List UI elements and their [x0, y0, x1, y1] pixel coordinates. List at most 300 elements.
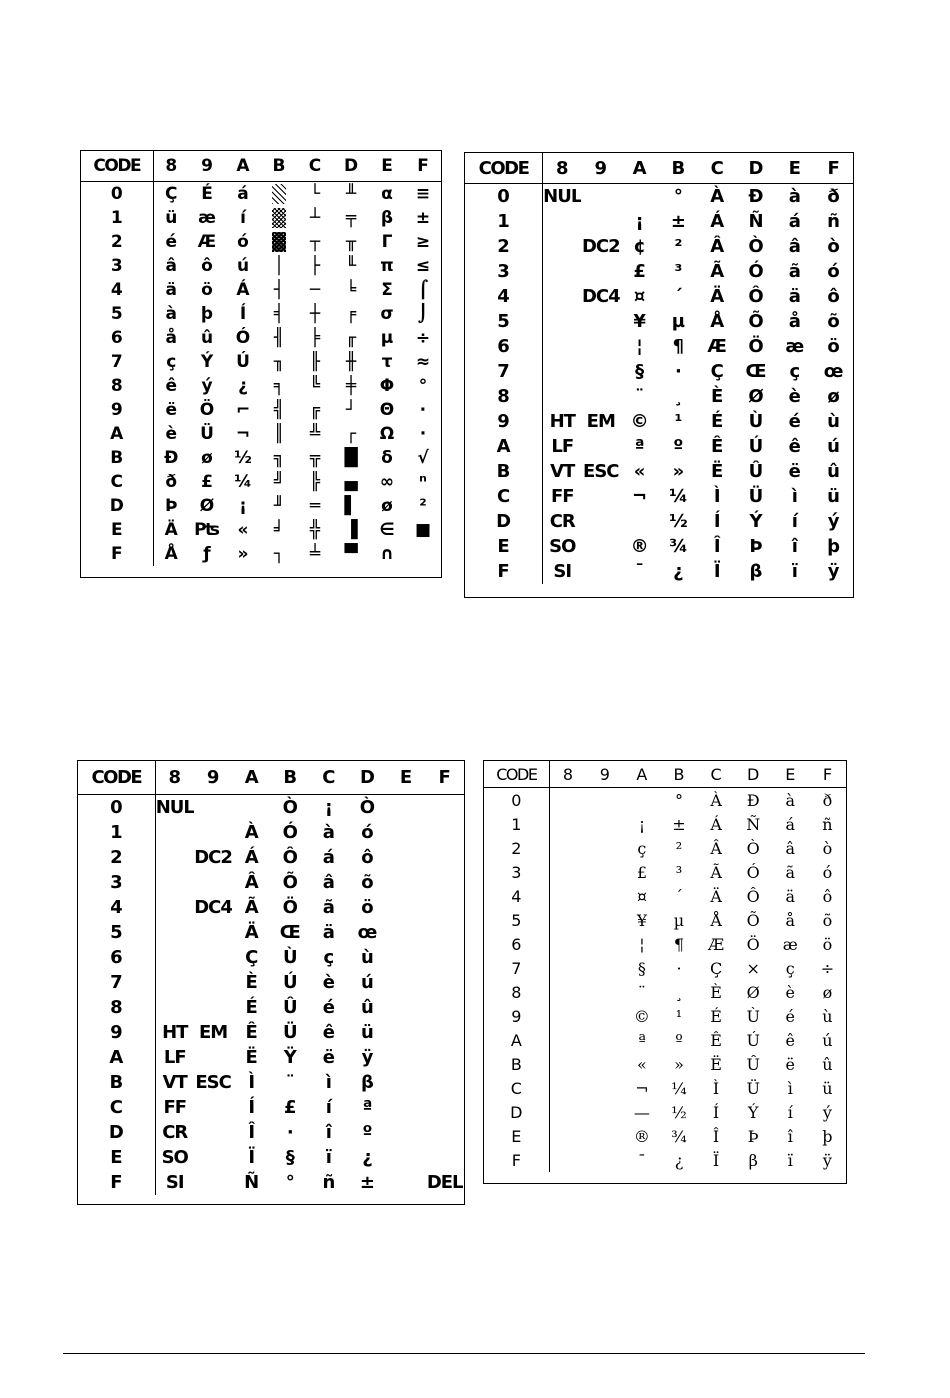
char-cell: ¦ — [639, 934, 645, 954]
char-cell — [387, 870, 426, 895]
char-cell: ¨ — [285, 1072, 295, 1093]
char-cell: ≥ — [415, 232, 431, 252]
char-cell: ╣ — [273, 400, 285, 420]
char-cell — [549, 836, 586, 860]
char-cell: ì — [787, 1078, 793, 1098]
char-cell: ╜ — [273, 496, 285, 516]
table-row — [78, 1145, 464, 1170]
char-cell: È — [245, 972, 258, 993]
column-header: E — [369, 151, 405, 182]
char-cell: Ö — [199, 400, 215, 420]
char-cell: © — [630, 411, 649, 432]
char-cell: ñ — [822, 814, 833, 834]
char-cell: Ê — [710, 1030, 722, 1050]
char-cell: ¨ — [635, 386, 645, 407]
row-code: 8 — [465, 384, 543, 409]
char-cell — [581, 559, 620, 584]
char-cell: ï — [791, 561, 798, 582]
table-row — [78, 870, 464, 895]
table-row — [81, 230, 441, 254]
char-cell: Õ — [282, 872, 298, 893]
char-cell: ╗ — [273, 448, 285, 468]
char-cell: Î — [248, 1122, 256, 1143]
char-cell: é — [788, 411, 801, 432]
char-cell: º — [675, 1030, 683, 1050]
char-cell: Ã — [710, 261, 725, 282]
shade-cell — [261, 182, 297, 207]
char-cell: Å — [164, 544, 178, 564]
table-row — [465, 234, 853, 259]
row-code: E — [484, 1124, 549, 1148]
char-cell: Ì — [248, 1072, 256, 1093]
char-cell: Φ — [379, 376, 395, 396]
char-cell: ñ — [827, 211, 840, 232]
row-code: 6 — [81, 326, 153, 350]
char-cell: Æ — [708, 934, 725, 954]
char-cell: º — [362, 1122, 373, 1143]
char-cell: ÿ — [827, 561, 840, 582]
char-cell: ¥ — [636, 910, 647, 930]
char-cell — [620, 184, 659, 210]
char-cell: ╝ — [273, 472, 285, 492]
char-cell — [549, 1052, 586, 1076]
table-row — [484, 884, 846, 908]
row-code: 7 — [81, 350, 153, 374]
char-cell: ╡ — [273, 304, 285, 324]
char-cell: « — [637, 1054, 647, 1074]
char-cell: Í — [248, 1097, 256, 1118]
char-cell: â — [788, 236, 801, 257]
char-cell: ø — [381, 496, 393, 516]
table-row — [81, 182, 441, 207]
char-cell — [549, 1100, 586, 1124]
char-cell: § — [637, 958, 646, 978]
char-cell: ⌠ — [417, 280, 429, 300]
table-row — [78, 1120, 464, 1145]
char-cell: Í — [239, 304, 247, 324]
char-cell: ¤ — [633, 286, 646, 307]
char-cell: ä — [785, 886, 796, 906]
char-cell: Ó — [235, 328, 251, 348]
char-cell — [581, 434, 620, 459]
row-code: 4 — [81, 278, 153, 302]
char-cell: Ä — [710, 286, 725, 307]
char-cell — [425, 1120, 464, 1145]
char-cell: Á — [244, 847, 259, 868]
char-cell — [549, 908, 586, 932]
row-code: C — [465, 484, 543, 509]
char-cell: ¿ — [674, 1150, 684, 1170]
char-cell: Ú — [748, 436, 764, 457]
char-cell: î — [325, 1122, 332, 1143]
char-cell: ¡ — [635, 211, 644, 232]
row-code: D — [465, 509, 543, 534]
char-cell: þ — [822, 1126, 833, 1146]
char-cell — [425, 820, 464, 845]
char-cell: ╘ — [345, 280, 357, 300]
char-cell: ý — [827, 511, 840, 532]
char-cell: ½ — [234, 448, 252, 468]
char-cell: Å — [710, 311, 725, 332]
char-cell — [405, 542, 441, 566]
char-cell: ¾ — [669, 536, 688, 557]
char-cell: ¸ — [675, 982, 683, 1002]
shade-cell — [261, 206, 297, 230]
table-row — [465, 459, 853, 484]
row-code: 2 — [81, 230, 153, 254]
char-cell — [425, 945, 464, 970]
char-cell: Ô — [746, 886, 760, 906]
char-cell: SI — [165, 1172, 184, 1193]
column-header: B — [660, 761, 697, 788]
char-cell: ó — [822, 862, 833, 882]
char-cell — [586, 1124, 623, 1148]
row-code: 3 — [78, 870, 155, 895]
column-header: D — [737, 153, 776, 184]
char-cell — [194, 870, 233, 895]
char-cell: ¹ — [674, 411, 683, 432]
column-header: 9 — [194, 761, 233, 795]
char-cell: ╒ — [345, 304, 357, 324]
table-row — [465, 359, 853, 384]
char-cell: CR — [549, 511, 575, 532]
table-row — [81, 326, 441, 350]
row-code: 3 — [465, 259, 543, 284]
char-cell: Ô — [748, 286, 764, 307]
char-cell: á — [237, 184, 249, 204]
char-cell: ý — [201, 376, 213, 396]
row-code: 1 — [484, 812, 549, 836]
row-code: A — [78, 1045, 155, 1070]
char-cell: ┐ — [273, 544, 285, 564]
char-cell: Ö — [746, 934, 760, 954]
row-code: B — [465, 459, 543, 484]
char-cell: β — [748, 1150, 758, 1170]
char-cell — [586, 1028, 623, 1052]
char-cell: Ý — [749, 511, 763, 532]
char-cell: ö — [201, 280, 213, 300]
char-cell: ö — [361, 897, 374, 918]
char-cell: ä — [165, 280, 177, 300]
char-cell: ¼ — [671, 1078, 687, 1098]
char-cell: ä — [788, 286, 801, 307]
table-row — [81, 470, 441, 494]
column-header: B — [659, 153, 698, 184]
table-row — [78, 920, 464, 945]
char-cell: ç — [166, 352, 177, 372]
char-cell: ± — [672, 814, 686, 834]
char-cell: û — [200, 328, 214, 348]
row-code: 4 — [484, 884, 549, 908]
column-header: D — [735, 761, 772, 788]
char-cell: £ — [284, 1097, 297, 1118]
table-row — [484, 980, 846, 1004]
char-cell: ò — [827, 236, 840, 257]
char-cell: Þ — [164, 496, 178, 516]
char-cell: Œ — [279, 922, 301, 943]
char-cell — [425, 1045, 464, 1070]
char-cell: Ò — [282, 797, 298, 818]
table-row — [465, 259, 853, 284]
char-cell: ö — [827, 336, 840, 357]
char-cell: é — [785, 1006, 796, 1026]
char-cell: Á — [710, 814, 722, 834]
table-row — [465, 409, 853, 434]
column-header: E — [775, 153, 814, 184]
char-cell: ì — [325, 1072, 332, 1093]
char-cell — [543, 209, 582, 234]
char-cell: Ö — [748, 336, 764, 357]
table-row — [81, 374, 441, 398]
char-cell: â — [322, 872, 335, 893]
char-cell: í — [791, 511, 798, 532]
char-cell: ╖ — [273, 352, 285, 372]
row-code: 5 — [465, 309, 543, 334]
char-cell: ═ — [309, 496, 321, 516]
char-cell: Â — [710, 236, 725, 257]
char-cell — [549, 1076, 586, 1100]
row-code: 8 — [78, 995, 155, 1020]
char-cell: è — [785, 982, 796, 1002]
table-row — [484, 836, 846, 860]
char-cell: ¬ — [632, 486, 648, 507]
char-cell — [387, 1145, 426, 1170]
char-cell: ª — [638, 1030, 646, 1050]
column-header: F — [425, 761, 464, 795]
char-cell: Û — [282, 997, 298, 1018]
char-cell: ╚ — [309, 376, 321, 396]
char-cell — [194, 995, 233, 1020]
char-cell: £ — [636, 862, 647, 882]
char-cell — [155, 945, 194, 970]
char-cell: Ù — [746, 1006, 760, 1026]
char-cell — [194, 945, 233, 970]
char-cell: Θ — [379, 400, 395, 420]
char-cell: Ω — [379, 424, 395, 444]
char-cell — [549, 1148, 586, 1172]
char-cell: ú — [822, 1030, 833, 1050]
char-cell: LF — [551, 436, 574, 457]
row-code: 5 — [484, 908, 549, 932]
char-cell: Ê — [245, 1022, 258, 1043]
char-cell: Ç — [710, 361, 724, 382]
char-cell: Û — [748, 461, 764, 482]
table-row — [484, 1052, 846, 1076]
char-cell: £ — [201, 472, 213, 492]
row-code: C — [81, 470, 153, 494]
char-cell: ╩ — [309, 424, 321, 444]
char-cell: DC2 — [194, 847, 232, 868]
row-code: 0 — [78, 795, 155, 821]
table-row — [81, 446, 441, 470]
char-cell — [549, 1124, 586, 1148]
char-cell — [425, 1070, 464, 1095]
char-cell: █ — [344, 448, 358, 468]
char-cell: ç — [323, 947, 335, 968]
char-cell — [387, 1070, 426, 1095]
char-cell — [549, 884, 586, 908]
char-cell: Ä — [164, 520, 178, 540]
char-cell: ESC — [583, 461, 619, 482]
table-row — [484, 1148, 846, 1172]
char-cell: ã — [788, 261, 801, 282]
char-cell: æ — [785, 336, 805, 357]
char-cell — [232, 795, 271, 821]
char-cell: ² — [674, 236, 683, 257]
char-cell: Æ — [197, 232, 217, 252]
char-cell: ¸ — [673, 386, 683, 407]
column-header: E — [772, 761, 809, 788]
char-cell: ≈ — [415, 352, 431, 372]
column-header: F — [814, 153, 853, 184]
char-cell: ü — [827, 486, 840, 507]
shade-glyph — [272, 184, 286, 204]
char-cell: ╟ — [309, 352, 321, 372]
char-cell: ê — [788, 436, 801, 457]
char-cell: à — [785, 790, 796, 810]
char-cell: é — [322, 997, 335, 1018]
char-cell — [586, 884, 623, 908]
char-cell — [586, 1052, 623, 1076]
table-row — [484, 956, 846, 980]
char-cell: ê — [785, 1030, 796, 1050]
char-cell: À — [244, 822, 259, 843]
char-cell: LF — [163, 1047, 186, 1068]
char-cell: ³ — [675, 862, 683, 882]
char-cell: á — [322, 847, 335, 868]
char-cell: ª — [634, 436, 645, 457]
table-row — [465, 209, 853, 234]
char-cell: Ä — [710, 886, 722, 906]
column-header: B — [261, 151, 297, 182]
char-cell: ó — [237, 232, 249, 252]
char-cell — [194, 1095, 233, 1120]
char-cell: ÿ — [361, 1047, 374, 1068]
char-cell: û — [822, 1054, 833, 1074]
table-row — [78, 895, 464, 920]
table-row — [484, 1028, 846, 1052]
char-cell: ╞ — [309, 328, 321, 348]
char-cell: µ — [380, 328, 394, 348]
char-cell — [387, 945, 426, 970]
row-code: E — [81, 518, 153, 542]
char-cell: ∞ — [379, 472, 395, 492]
row-code: 3 — [81, 254, 153, 278]
char-cell: Ï — [713, 561, 721, 582]
char-cell: FF — [550, 486, 574, 507]
char-cell: © — [633, 1006, 650, 1026]
char-cell — [387, 1170, 426, 1195]
char-cell: á — [788, 211, 801, 232]
char-cell: ¿ — [362, 1147, 373, 1168]
row-code: B — [484, 1052, 549, 1076]
char-cell: ╪ — [345, 376, 357, 396]
char-cell: õ — [361, 872, 374, 893]
shade-glyph — [272, 232, 286, 252]
char-cell: £ — [633, 261, 646, 282]
char-cell: Ç — [709, 958, 723, 978]
table-row — [78, 820, 464, 845]
char-cell — [425, 1145, 464, 1170]
row-code: D — [78, 1120, 155, 1145]
char-cell: à — [788, 186, 801, 207]
table-row — [465, 509, 853, 534]
char-cell: √ — [417, 448, 429, 468]
table-row — [78, 970, 464, 995]
column-header: C — [310, 761, 349, 795]
code-header: CODE — [81, 151, 153, 182]
char-cell: π — [380, 256, 394, 276]
char-cell: SI — [553, 561, 572, 582]
char-cell: ã — [322, 897, 335, 918]
char-cell — [387, 1045, 426, 1070]
char-cell: þ — [200, 304, 214, 324]
char-cell: ESC — [195, 1072, 231, 1093]
char-cell: Ç — [165, 184, 178, 204]
char-cell: · — [419, 424, 427, 444]
char-cell: ∙ — [419, 400, 427, 420]
char-cell: CR — [162, 1122, 188, 1143]
table-row — [484, 1100, 846, 1124]
char-cell: Â — [244, 872, 259, 893]
char-cell — [581, 359, 620, 384]
char-cell: Ó — [746, 862, 760, 882]
row-code: 1 — [465, 209, 543, 234]
char-cell: Ô — [282, 847, 298, 868]
char-cell: Û — [746, 1054, 760, 1074]
table-row — [484, 908, 846, 932]
char-cell: õ — [822, 910, 833, 930]
char-cell: NUL — [155, 797, 194, 818]
char-cell: Œ — [745, 361, 767, 382]
char-cell: · — [286, 1122, 294, 1143]
table-row — [484, 1124, 846, 1148]
char-cell: DC2 — [581, 236, 620, 257]
char-cell: ® — [630, 536, 649, 557]
char-cell: ï — [325, 1147, 332, 1168]
char-cell: ¼ — [234, 472, 252, 492]
row-code: 7 — [484, 956, 549, 980]
row-code: A — [484, 1028, 549, 1052]
code-table-1 — [80, 150, 442, 578]
char-cell: ° — [675, 790, 683, 810]
char-cell: ê — [322, 1022, 335, 1043]
char-cell: î — [787, 1126, 793, 1146]
char-cell — [586, 956, 623, 980]
table-row — [81, 518, 441, 542]
char-cell: û — [361, 997, 374, 1018]
column-header: 8 — [153, 151, 189, 182]
char-cell: À — [710, 186, 725, 207]
char-cell — [543, 334, 582, 359]
char-cell: ■ — [414, 520, 432, 540]
char-cell — [425, 895, 464, 920]
char-cell: È — [711, 386, 724, 407]
char-cell: ║ — [273, 424, 285, 444]
char-cell: œ — [823, 361, 844, 382]
row-code: 2 — [465, 234, 543, 259]
char-cell: § — [285, 1147, 295, 1168]
column-header: 9 — [586, 761, 623, 788]
table-row — [465, 384, 853, 409]
column-header: 9 — [189, 151, 225, 182]
char-cell: Æ — [707, 336, 727, 357]
char-cell: É — [201, 184, 213, 204]
char-cell: Ð — [748, 186, 764, 207]
char-cell — [581, 259, 620, 284]
table-row — [465, 534, 853, 559]
char-cell: ô — [361, 847, 374, 868]
